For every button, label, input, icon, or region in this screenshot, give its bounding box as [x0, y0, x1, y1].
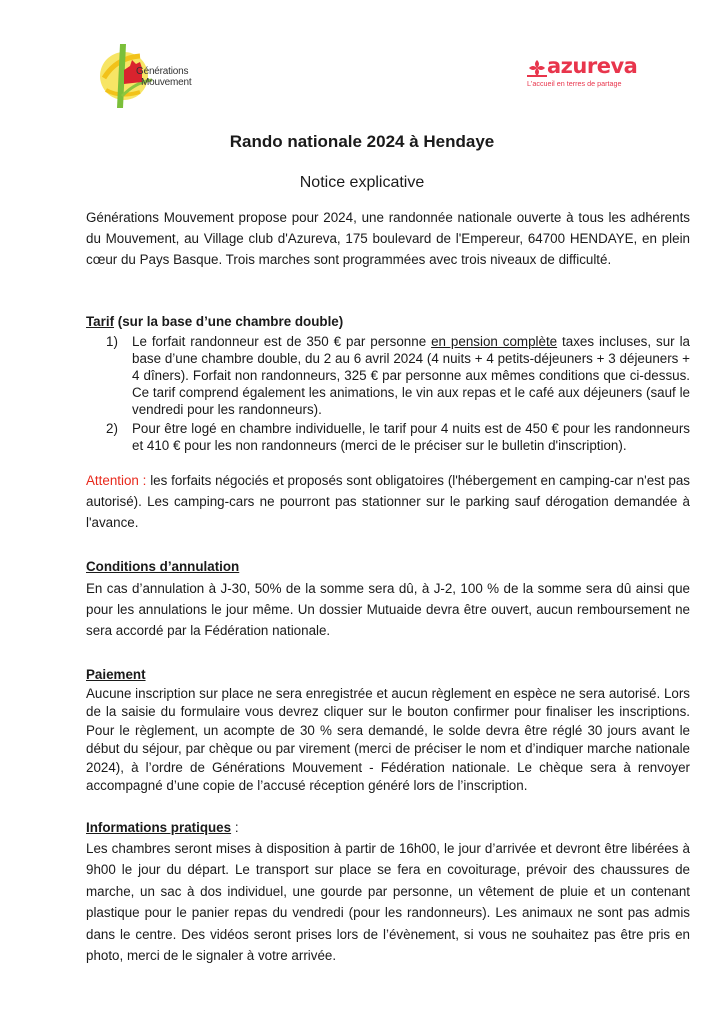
gm-logo-line1: Générations	[136, 66, 189, 77]
annulation-heading: Conditions d’annulation	[86, 559, 240, 574]
paiement-paragraph: Aucune inscription sur place ne sera enregistrée et aucun règlement en espèce ne sera autorisé. Lors de la saisie du formulaire vous devrez cliquer sur le bouton confirmer pour finaliser les inscriptions. Pour le règlement, un acompte de 30 % sera demandé, le solde devra être réglé 30 jours avant le début du séjour, par chèque ou par virement (merci de préciser le nom et d’indiquer marche nationale 2024), à l’ordre de Générations Mouvement - Fédération nationale. Le chèque sera à renvoyer accompagné d’une copie de l’accusé réception généré lors de l’inscription.	[86, 686, 690, 794]
annulation-paragraph: En cas d’annulation à J-30, 50% de la somme sera dû, à J-2, 100 % de la somme sera dû ainsi que pour les annulations le jour même. Un dossier Mutuaide devra être ouvert, aucun remboursement ne sera accordé par la Fédération nationale.	[86, 581, 690, 638]
tarif-heading-note: (sur la base d’une chambre double)	[114, 314, 344, 329]
attention-paragraph	[86, 470, 690, 533]
intro-paragraph: Générations Mouvement propose pour 2024, une randonnée nationale ouverte à tous les adhérents du Mouvement, au Village club d'Azureva, 175 boulevard de l'Empereur, 64700 HENDAYE, en plein cœur du Pays Basque. Trois marches sont programmées avec trois niveaux de difficulté.	[86, 210, 690, 267]
attention-text: les forfaits négociés et proposés sont obligatoires (l'hébergement en camping-car n'est pas autorisé). Les camping-cars ne pourront pas stationner sur le parking sauf dérogation demandée à l'avance.	[86, 473, 690, 530]
document-subtitle: Notice explicative	[299, 174, 425, 191]
tarif-list-item-2	[106, 420, 690, 454]
azureva-logo	[527, 56, 657, 96]
infos-heading	[86, 820, 239, 835]
infos-heading-suffix: :	[231, 820, 239, 835]
list-number: 2)	[106, 421, 118, 436]
list-number: 1)	[106, 334, 118, 349]
infos-paragraph: Les chambres seront mises à disposition à partir de 16h00, le jour d’arrivée et devront être libérées à 9h00 le jour du départ. Le transport sur place se fera en covoiturage, prévoir des chaussures de marche, un sac à dos individuel, une gourde par personne, un vêtement de pluie et un contenant plastique pour le panier repas du vendredi (pour les randonneurs). Les animaux ne sont pas admis dans le centre. Des vidéos seront prises lors de l’évènement, si vous ne souhaitez pas être pris en photo, merci de le signaler à votre arrivée.	[86, 841, 690, 964]
infos-heading-text: Informations pratiques	[86, 820, 232, 835]
attention-label: Attention :	[86, 473, 147, 488]
paiement-heading: Paiement	[86, 667, 146, 682]
item1-underlined-text: en pension complète	[431, 334, 558, 349]
item2-text: Pour être logé en chambre individuelle, le tarif pour 4 nuits est de 450 € pour les randonneurs et 410 € pour les non randonneurs (merci de le préciser sur le bulletin d'inscription).	[132, 421, 690, 453]
tarif-heading-main: Tarif	[86, 314, 115, 329]
tarif-list-item-1	[106, 333, 690, 418]
gm-logo-line2: Mouvement	[141, 77, 192, 88]
azureva-swirl-icon	[527, 58, 547, 78]
item1-text-after: taxes incluses, sur la base d’une chambre double, du 2 au 6 avril 2024 (4 nuits + 4 petits-déjeuners + 3 déjeuners + 4 dîners). Forfait non randonneurs, 325 € par personne aux mêmes conditions que ci-dessus. Ce tarif comprend également les animations, le vin aux repas et le café aux déjeuners (sauf le vendredi pour les randonneurs).	[132, 334, 690, 417]
generations-mouvement-logo	[96, 38, 206, 110]
azureva-tagline: L'accueil en terres de partage	[527, 79, 622, 88]
item1-text-before: Le forfait randonneur est de 350 € par personne	[132, 334, 432, 349]
gm-logo-text	[136, 66, 191, 88]
tarif-heading	[86, 314, 343, 329]
azureva-wordmark: azureva	[547, 54, 638, 78]
document-title: Rando nationale 2024 à Hendaye	[229, 132, 495, 151]
